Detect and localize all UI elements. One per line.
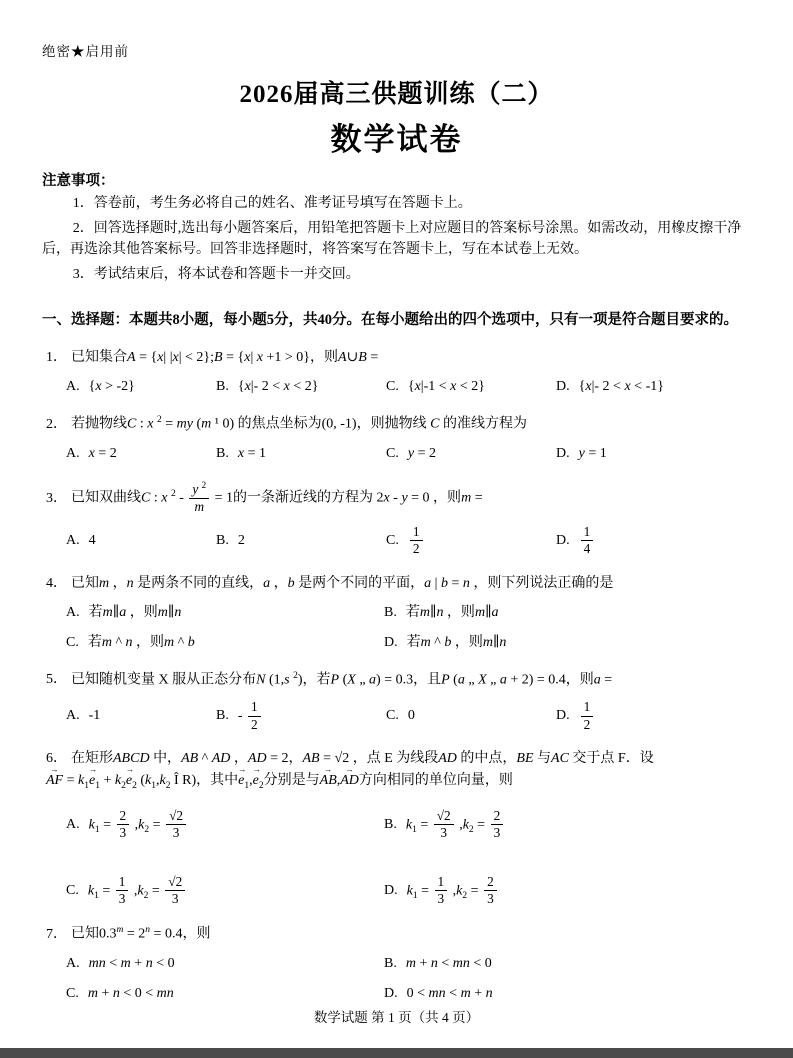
- option-label: A.: [66, 956, 80, 972]
- question-1: [42, 347, 751, 398]
- notice-item: 1．答卷前，考生务必将自己的姓名、准考证号填写在答题卡上。: [72, 196, 472, 211]
- vector: → e: [253, 770, 259, 792]
- option-B: B. 若m∥n ，则m∥a: [384, 605, 499, 621]
- option-label: B.: [216, 708, 229, 724]
- option-label: A.: [66, 446, 80, 462]
- option-B: B. 2: [216, 532, 245, 548]
- fraction: $\frac{1}{3}$: [116, 874, 129, 908]
- option-D: D. 若m ^ b ，则m∥n: [384, 635, 507, 651]
- option-label: B.: [216, 446, 229, 462]
- question-stem: 6． 在矩形ABCD 中，AB ^ AD ，AD = 2，AB = √2 ，点 E 为线段AD 的中点，BE 与AC 交于点 F．设 → AF = $k_1\to e_1 + k_2\to e_2$ ($k_1,k_2$ Î R)，其中→ $e_1,\to e_2$分别是与→ AB,→ AD方向相同的单位向量，则: [42, 748, 751, 793]
- option-C: C. m + n < 0 < mn: [66, 986, 174, 1002]
- question-3: [42, 480, 751, 558]
- fraction: $\frac{1}{3}$: [435, 874, 448, 908]
- fraction: $\frac{1}{2}$: [581, 699, 594, 733]
- page-footer: 数学试题 第 1 页（共 4 页）: [313, 1010, 480, 1025]
- notices-list: [42, 193, 751, 286]
- fraction: $\frac{2}{3}$: [491, 808, 504, 842]
- option-label: C.: [66, 986, 79, 1002]
- question-5: [42, 669, 751, 734]
- vector: → AF: [46, 770, 63, 792]
- option-label: D.: [556, 532, 570, 548]
- question-number: 3．: [46, 490, 67, 506]
- fraction: $\frac{2}{3}$: [484, 874, 497, 908]
- option-label: A.: [66, 708, 80, 724]
- vector: → e: [238, 770, 244, 792]
- fraction: $\frac{1}{4}$: [581, 524, 594, 558]
- question-number: 4．: [46, 575, 67, 591]
- question-options: [42, 808, 751, 908]
- question-2: [42, 413, 751, 465]
- exam-title: 2026届高三供题训练（二）: [239, 81, 554, 108]
- question-number: 1．: [46, 349, 67, 365]
- question-stem: 4． 已知m ，n 是两条不同的直线，a ，b 是两个不同的平面，a | b = n ，则下列说法正确的是: [46, 575, 614, 591]
- page-bottom-edge: [0, 1048, 793, 1058]
- question-stem: 3． 已知双曲线C : x $^2$ - $\frac{y ^2}{m}$ = 1的一条渐近线的方程为 2x - y = 0 ，则m =: [46, 479, 483, 514]
- option-label: C.: [386, 708, 399, 724]
- vector: → AD: [340, 770, 359, 792]
- question-stem: 5． 已知随机变量 X 服从正态分布N (1,s $^2$)，若P (X „ a) = 0.3，且P (a „ X „ a + 2) = 0.4，则a =: [46, 670, 613, 688]
- vector: → e: [126, 770, 132, 792]
- question-number: 7．: [46, 926, 67, 942]
- question-options: [42, 376, 751, 398]
- question-number: 6．: [46, 751, 67, 767]
- option-label: C.: [386, 379, 399, 395]
- paper-title: 数学试卷: [330, 122, 463, 157]
- option-label: B.: [216, 379, 229, 395]
- question-number: 5．: [46, 672, 67, 688]
- option-label: B.: [384, 956, 397, 972]
- option-label: B.: [216, 532, 229, 548]
- fraction: $\frac{y ^2}{m}$: [189, 480, 209, 516]
- section-heading: 一、选择题：本题共8小题，每小题5分，共40分。在每小题给出的四个选项中，只有一项是符合题目要求的。: [42, 311, 738, 328]
- option-label: D.: [384, 883, 398, 899]
- option-label: D.: [556, 446, 570, 462]
- option-B: B. - $\frac{1}{2}$: [216, 699, 386, 733]
- option-label: A.: [66, 532, 80, 548]
- option-D: [556, 699, 751, 733]
- option-C: C. {x|-1 < x < 2}: [386, 379, 486, 395]
- option-label: C.: [386, 532, 399, 548]
- fraction: $\frac{√2}{3}$: [166, 808, 186, 842]
- fraction: $\frac{1}{2}$: [410, 524, 423, 558]
- option-B: B. {x|- 2 < x < 2}: [216, 379, 319, 395]
- option-D: D. {x|- 2 < x < -1}: [556, 379, 664, 395]
- option-label: D.: [556, 708, 570, 724]
- question-options: [42, 602, 751, 653]
- option-D: D. 0 < mn < m + n: [384, 986, 493, 1002]
- fraction: $\frac{2}{3}$: [117, 808, 130, 842]
- notices-section: [42, 169, 751, 286]
- question-options: [42, 524, 751, 558]
- option-D: [556, 524, 751, 558]
- security-label: 绝密★启用前: [42, 44, 129, 59]
- option-label: A.: [66, 605, 80, 621]
- option-label: D.: [556, 379, 570, 395]
- question-options: [42, 699, 751, 733]
- question-stem: 2． 若抛物线C : x $^2$ = my (m ¹ 0) 的焦点坐标为(0, -1)，则抛物线 C 的准线方程为: [46, 414, 527, 432]
- option-B: B. x = 1: [216, 446, 266, 462]
- question-6: [42, 748, 751, 908]
- option-C: C. 0: [386, 708, 415, 724]
- option-B: B. m + n < mn < 0: [384, 956, 492, 972]
- notice-item: 3．考试结束后，将本试卷和答题卡一并交回。: [72, 267, 360, 283]
- notices-heading: 注意事项：: [42, 173, 115, 189]
- option-A: A. mn < m + n < 0: [66, 956, 175, 972]
- option-label: D.: [384, 635, 398, 651]
- option-label: B.: [384, 605, 397, 621]
- question-stem: 7． 已知$0.3^m = 2^n = 0.4$，则: [46, 925, 211, 942]
- option-B: B. $k_1$ = $\frac{√2}{3}$ $,k_2$ = $\frac{2}{3}$: [384, 808, 751, 842]
- option-C: C. $k_1$ = $\frac{1}{3}$ $,k_2$ = $\frac{√2}{3}$: [66, 874, 384, 908]
- option-A: A. {x > -2}: [66, 379, 135, 395]
- option-label: B.: [384, 816, 397, 832]
- option-label: A.: [66, 379, 80, 395]
- option-D: D. $k_1$ = $\frac{1}{3}$ $,k_2$ = $\frac{2}{3}$: [384, 874, 751, 908]
- question-7: [42, 923, 751, 1005]
- option-C: [386, 524, 556, 558]
- notice-item: 2．回答选择题时,选出每小题答案后，用铅笔把答题卡上对应题目的答案标号涂黑。如需改动，用橡皮擦干净后，再选涂其他答案标号。回答非选择题时，将答案写在答题卡上，写在本试卷上无效。: [42, 220, 742, 258]
- fraction: $\frac{√2}{3}$: [434, 808, 454, 842]
- option-label: C.: [386, 446, 399, 462]
- option-C: C. y = 2: [386, 446, 436, 462]
- option-A: A. -1: [66, 708, 101, 724]
- vector: → e: [89, 770, 95, 792]
- option-D: D. y = 1: [556, 446, 607, 462]
- question-4: [42, 573, 751, 654]
- option-A: A. x = 2: [66, 446, 117, 462]
- option-A: A. $k_1$ = $\frac{2}{3}$ $,k_2$ = $\frac{√2}{3}$: [66, 808, 384, 842]
- question-options: [42, 953, 751, 1004]
- option-label: A.: [66, 816, 80, 832]
- question-number: 2．: [46, 416, 67, 432]
- option-A: A. 若m∥a ，则m∥n: [66, 605, 182, 621]
- option-A: A. 4: [66, 532, 96, 548]
- option-label: C.: [66, 635, 79, 651]
- question-options: [42, 443, 751, 465]
- question-stem: 1． 已知集合A = {x| |x| < 2};B = {x| x +1 > 0}，则A∪B =: [46, 349, 379, 365]
- vector: → AB: [320, 770, 337, 792]
- option-C: C. 若m ^ n ，则m ^ b: [66, 635, 195, 651]
- questions-list: [42, 347, 751, 1005]
- option-label: C.: [66, 883, 79, 899]
- fraction: $\frac{√2}{3}$: [165, 874, 185, 908]
- option-label: D.: [384, 986, 398, 1002]
- fraction: $\frac{1}{2}$: [248, 699, 261, 733]
